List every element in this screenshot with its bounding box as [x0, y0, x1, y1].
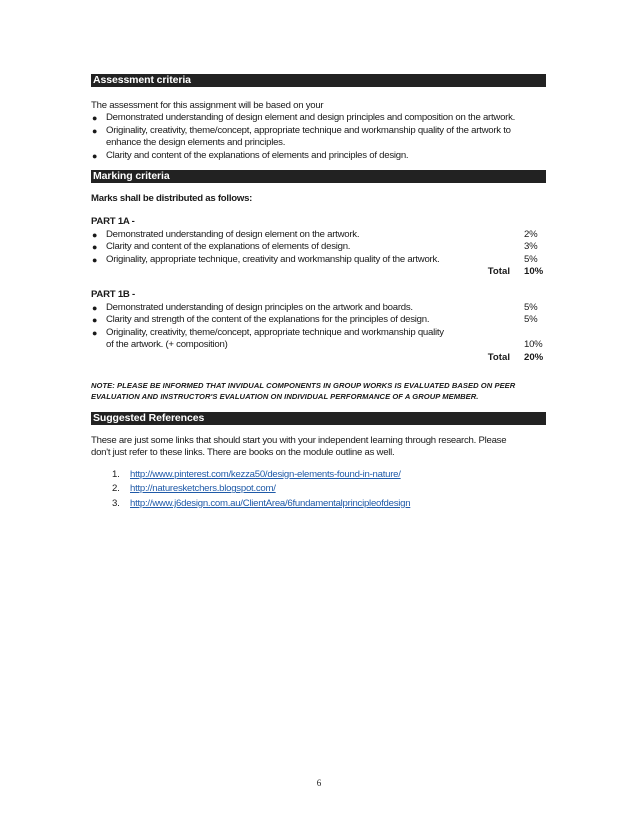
list-item: ● Demonstrated understanding of design element and design principles and composition on the artwork. — [92, 112, 516, 124]
list-item: 1. http://www.pinterest.com/kezza50/design-elements-found-in-nature/ — [112, 468, 401, 480]
references-heading-bar: Suggested References — [91, 412, 546, 425]
list-item: ● Originality, creativity, theme/concept, appropriate technique and workmanship quality of the artwork to enhance the design elements and principles. — [92, 124, 511, 149]
part-1b-total: Total 20% — [487, 351, 544, 363]
bullet-dot-icon: ● — [92, 242, 98, 253]
list-item: ● Originality, appropriate technique, creativity and workmanship quality of the artwork. 5% — [91, 254, 546, 266]
list-item: ● Demonstrated understanding of design principles on the artwork and boards. 5% — [91, 302, 546, 314]
bullet-dot-icon: ● — [92, 113, 98, 124]
assessment-list — [91, 112, 546, 162]
assessment-heading-bar: Assessment criteria — [91, 74, 546, 87]
reference-link-naturesketchers[interactable]: http://naturesketchers.blogspot.com/ — [130, 483, 276, 495]
part-1a-list — [91, 229, 546, 266]
part-1b-list — [91, 302, 546, 352]
list-item: ● Originality, creativity, theme/concept, appropriate technique and workmanship quality of the artwork. (+ composition) 10% — [91, 327, 546, 352]
list-item: ● Clarity and content of the explanations of elements and principles of design. — [92, 149, 409, 161]
marking-intro: Marks shall be distributed as follows: — [91, 193, 253, 205]
references-list — [91, 468, 546, 512]
bullet-dot-icon: ● — [92, 254, 98, 265]
mark-percentage: 5% — [524, 314, 538, 326]
bullet-dot-icon: ● — [92, 327, 98, 338]
references-intro: These are just some links that should start you with your independent learning through research. Please don't just refer to these links. There are books on the module outline as well. — [91, 434, 507, 459]
bullet-dot-icon: ● — [92, 150, 98, 161]
list-item: 2. http://naturesketchers.blogspot.com/ — [112, 483, 276, 495]
mark-percentage: 10% — [524, 339, 543, 351]
part-1b-title: PART 1B - — [91, 289, 135, 301]
list-item: ● Demonstrated understanding of design element on the artwork. 2% — [91, 229, 546, 241]
mark-percentage: 3% — [524, 241, 538, 253]
list-item: 3. http://www.j6design.com.au/ClientArea/6fundamentalprincipleofdesign — [112, 497, 411, 509]
bullet-dot-icon: ● — [92, 315, 98, 326]
marking-heading-bar: Marking criteria — [91, 170, 546, 183]
part-1a-total: Total 10% — [487, 266, 544, 278]
assessment-intro: The assessment for this assignment will be based on your — [91, 100, 324, 111]
part-1a-title: PART 1A - — [91, 216, 135, 228]
bullet-dot-icon: ● — [92, 302, 98, 313]
mark-percentage: 5% — [524, 253, 538, 265]
bullet-dot-icon: ● — [92, 125, 98, 136]
page-number: 6 — [316, 778, 322, 788]
mark-percentage: 2% — [524, 228, 538, 240]
reference-link-pinterest[interactable]: http://www.pinterest.com/kezza50/design-elements-found-in-nature/ — [130, 468, 401, 480]
peer-evaluation-note: NOTE: PLEASE BE INFORMED THAT INVIDUAL COMPONENTS IN GROUP WORKS IS EVALUATED BASED ON PEER EVALUATION AND INSTRUCTOR'S EVALUATION ON INDIVIDUAL PERFORMANCE OF A GROUP MEMBER. — [91, 380, 516, 401]
document-page — [91, 74, 546, 512]
bullet-dot-icon: ● — [92, 229, 98, 240]
reference-link-j6design[interactable]: http://www.j6design.com.au/ClientArea/6fundamentalprincipleofdesign — [130, 497, 411, 509]
list-item: ● Clarity and content of the explanations of elements of design. 3% — [91, 241, 546, 253]
list-item: ● Clarity and strength of the content of the explanations for the principles of design. 5% — [91, 314, 546, 326]
mark-percentage: 5% — [524, 301, 538, 313]
